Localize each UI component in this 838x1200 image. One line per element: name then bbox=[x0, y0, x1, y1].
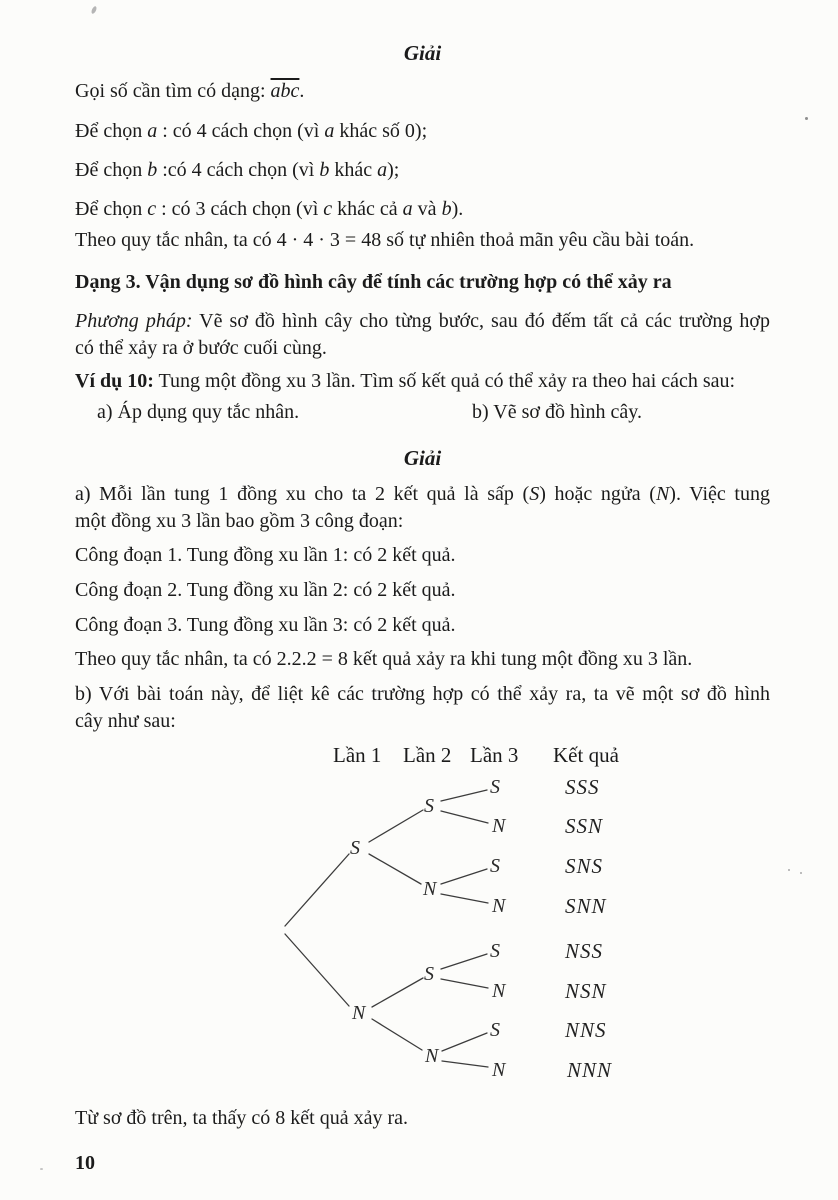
outcome-sss: SSS bbox=[565, 775, 600, 799]
outcome-sns: SNS bbox=[565, 854, 604, 878]
page-number: 10 bbox=[75, 1152, 95, 1174]
page-footer-text bbox=[0, 1105, 838, 1177]
tree-branch-lines bbox=[0, 738, 838, 1088]
tree-node-l2-s: S bbox=[424, 963, 434, 985]
scan-speck bbox=[40, 1168, 43, 1170]
step-2: Công đoạn 2. Tung đồng xu lần 2: có 2 kết quả. bbox=[75, 579, 456, 601]
dang3-heading: Dạng 3. Vận dụng sơ đồ hình cây để tính các trường hợp có thể xảy ra bbox=[75, 271, 672, 293]
solution-heading-1: Giải bbox=[403, 41, 442, 65]
tree-node-l3-n: N bbox=[492, 1059, 506, 1081]
tree-header-ketqua: Kết quả bbox=[553, 743, 619, 767]
outcome-nnn: NNN bbox=[567, 1058, 613, 1082]
outcome-snn: SNN bbox=[565, 894, 607, 918]
outcome-ssn: SSN bbox=[565, 814, 604, 838]
tree-header-lan3: Lần 3 bbox=[470, 743, 519, 767]
abc-overline: $\overline{abc}$ bbox=[270, 80, 300, 102]
line-choose-c: Để chọn c : có 3 cách chọn (vì c khác cả a và b). bbox=[75, 198, 464, 220]
tree-node-l3-s: S bbox=[490, 940, 500, 962]
tree-node-l3-s: S bbox=[490, 1019, 500, 1041]
outcome-nsn: NSN bbox=[565, 979, 607, 1003]
tree-node-l2-n: N bbox=[425, 1045, 439, 1067]
line-multiplication-rule-2: Theo quy tắc nhân, ta có 2.2.2 = 8 kết quả xảy ra khi tung một đồng xu 3 lần. bbox=[75, 648, 693, 670]
line-call-number: Gọi số cần tìm có dạng: $\overline{abc}$. bbox=[75, 80, 305, 102]
paragraph-b: b) Với bài toán này, để liệt kê các trường hợp có thể xảy ra, ta vẽ một sơ đồ hình cây như sau: bbox=[75, 683, 770, 732]
tree-header-lan1: Lần 1 bbox=[333, 743, 382, 767]
example-options bbox=[75, 399, 770, 426]
tree-node-l3-s: S bbox=[490, 776, 500, 798]
method-paragraph: Phương pháp: Vẽ sơ đồ hình cây cho từng bước, sau đó đếm tất cả các trường hợp có thể xảy ra ở bước cuối cùng. bbox=[75, 310, 770, 359]
tree-node-l3-n: N bbox=[492, 980, 506, 1002]
example-label: Ví dụ 10: bbox=[75, 370, 154, 392]
tree-node-l2-n: N bbox=[423, 878, 437, 900]
conclusion-line: Từ sơ đồ trên, ta thấy có 8 kết quả xảy ra. bbox=[75, 1107, 408, 1129]
scan-speck bbox=[805, 117, 808, 120]
tree-node-l3-s: S bbox=[490, 855, 500, 877]
step-1: Công đoạn 1. Tung đồng xu lần 1: có 2 kết quả. bbox=[75, 544, 456, 566]
option-a: a) Áp dụng quy tắc nhân. bbox=[97, 401, 300, 423]
tree-node-l3-n: N bbox=[492, 895, 506, 917]
tree-header-lan2: Lần 2 bbox=[403, 743, 452, 767]
scan-speck bbox=[800, 872, 802, 874]
outcome-nns: NNS bbox=[565, 1018, 607, 1042]
example-10-line: Ví dụ 10: Tung một đồng xu 3 lần. Tìm số kết quả có thể xảy ra theo hai cách sau: bbox=[75, 370, 736, 392]
tree-node-l2-s: S bbox=[424, 795, 434, 817]
solution-heading-2: Giải bbox=[403, 446, 442, 470]
line-choose-b: Để chọn b :có 4 cách chọn (vì b khác a); bbox=[75, 159, 400, 181]
tree-node-l1-n: N bbox=[352, 1002, 366, 1024]
outcome-nss: NSS bbox=[565, 939, 604, 963]
line-multiplication-rule-1: Theo quy tắc nhân, ta có 4 · 4 · 3 = 48 số tự nhiên thoả mãn yêu cầu bài toán. bbox=[75, 229, 695, 251]
tree-node-l3-n: N bbox=[492, 815, 506, 837]
tree-diagram bbox=[0, 738, 838, 1088]
line-choose-a: Để chọn a : có 4 cách chọn (vì a khác số 0); bbox=[75, 120, 428, 142]
scan-speck bbox=[788, 869, 790, 871]
tree-node-l1-s: S bbox=[350, 837, 360, 859]
method-label: Phương pháp: bbox=[75, 310, 193, 332]
option-b: b) Vẽ sơ đồ hình cây. bbox=[472, 401, 642, 423]
paragraph-a: a) Mỗi lần tung 1 đồng xu cho ta 2 kết quả là sấp (S) hoặc ngửa (N). Việc tung một đồng xu 3 lần bao gồm 3 công đoạn: bbox=[75, 483, 770, 532]
step-3: Công đoạn 3. Tung đồng xu lần 3: có 2 kết quả. bbox=[75, 614, 456, 636]
